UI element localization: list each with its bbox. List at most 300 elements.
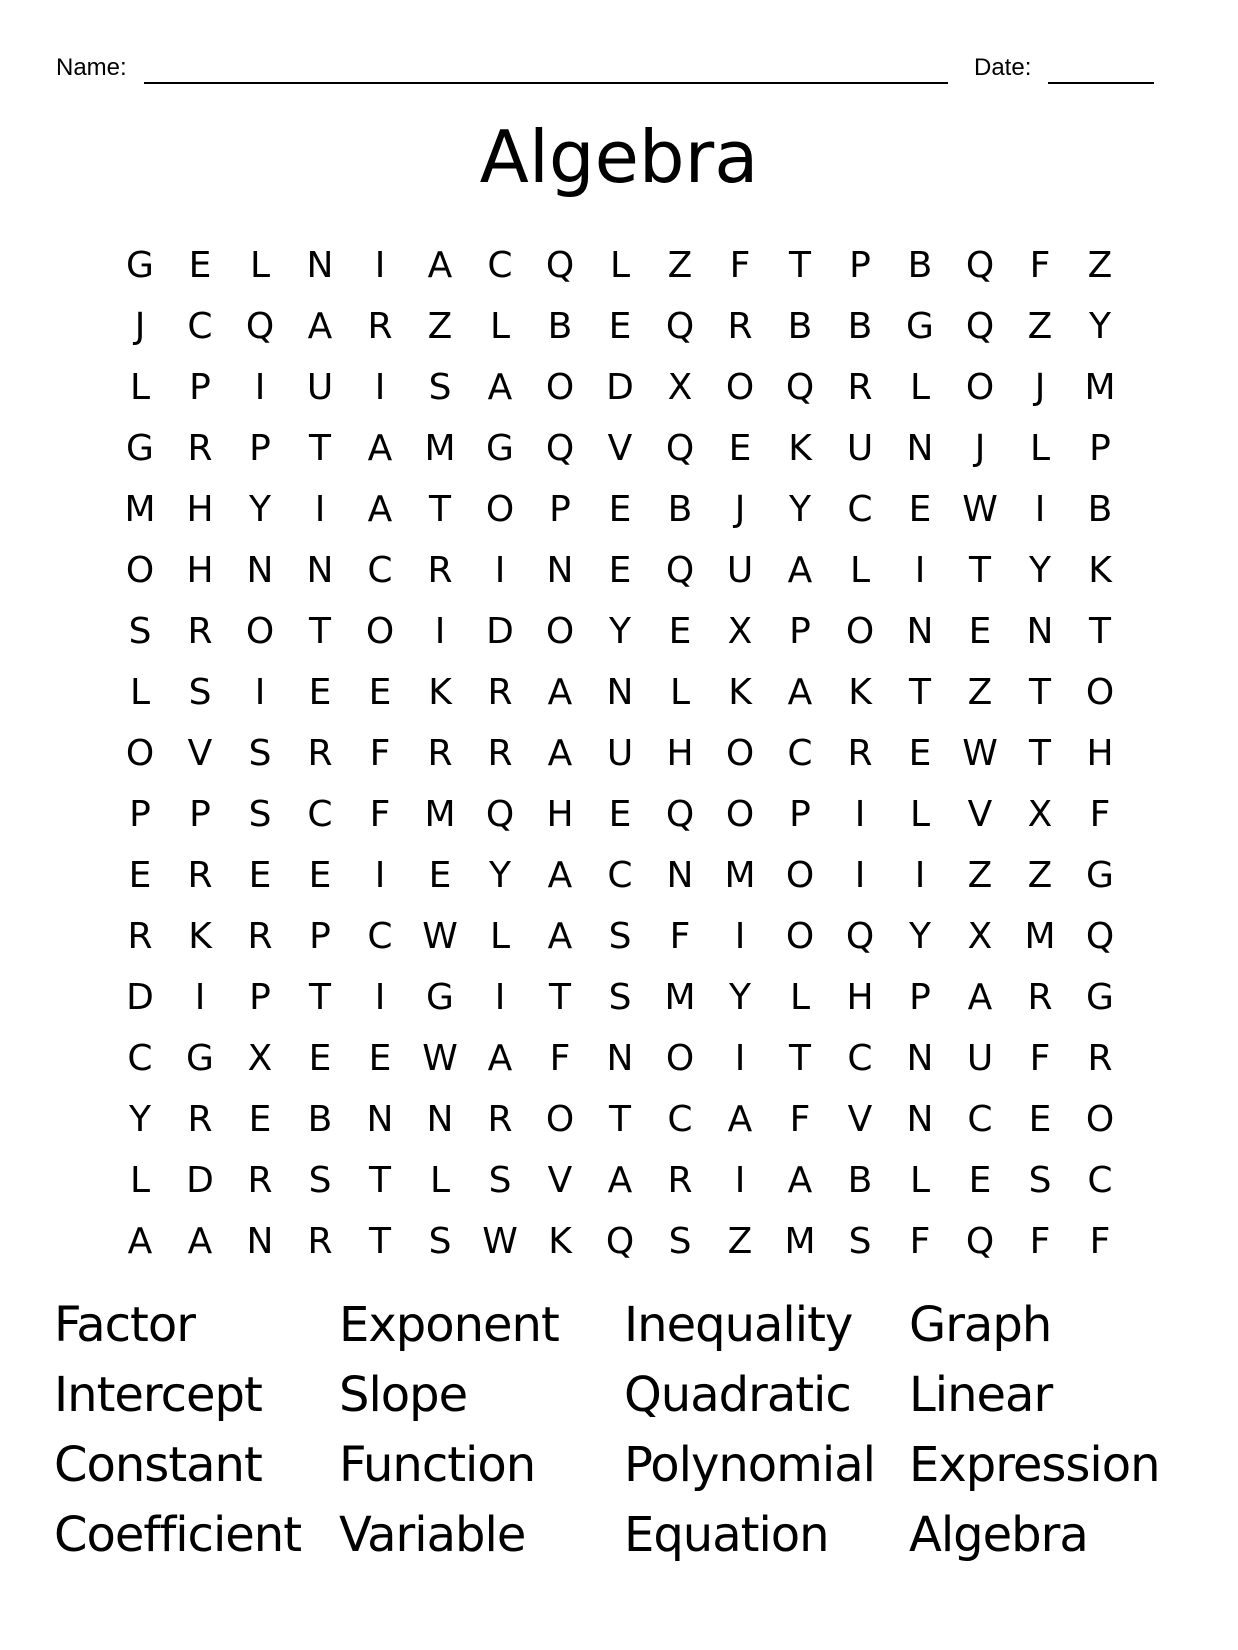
- grid-row: [110, 418, 1130, 479]
- grid-letter: L: [909, 794, 931, 835]
- grid-letter: I: [314, 489, 326, 530]
- grid-row: [110, 845, 1130, 906]
- grid-letter: P: [909, 977, 931, 1018]
- grid-letter: F: [1029, 1221, 1051, 1262]
- grid-letter: Z: [727, 1221, 753, 1262]
- grid-row: [110, 1089, 1130, 1150]
- grid-letter: Q: [545, 428, 575, 469]
- grid-letter: L: [429, 1160, 451, 1201]
- grid-letter: L: [849, 550, 871, 591]
- grid-letter: C: [847, 489, 873, 530]
- grid-letter: A: [727, 1099, 753, 1140]
- grid-letter: L: [489, 916, 511, 957]
- grid-row: [110, 235, 1130, 296]
- grid-letter: Q: [665, 428, 695, 469]
- grid-letter: Y: [789, 489, 811, 530]
- grid-letter: R: [247, 916, 273, 957]
- grid-letter: C: [127, 1038, 153, 1079]
- grid-letter: P: [309, 916, 331, 957]
- grid-row: [110, 1028, 1130, 1089]
- grid-letter: O: [725, 794, 755, 835]
- grid-letter: Z: [1027, 306, 1053, 347]
- grid-letter: O: [1085, 1099, 1115, 1140]
- grid-letter: A: [487, 367, 513, 408]
- grid-letter: S: [308, 1160, 332, 1201]
- grid-letter: I: [254, 672, 266, 713]
- grid-letter: Y: [1089, 306, 1111, 347]
- grid-letter: Q: [665, 794, 695, 835]
- grid-letter: L: [129, 1160, 151, 1201]
- word-list-item: Function: [339, 1437, 536, 1493]
- grid-letter: S: [1028, 1160, 1052, 1201]
- grid-letter: N: [306, 245, 334, 286]
- grid-letter: Q: [785, 367, 815, 408]
- grid-letter: K: [1088, 550, 1112, 591]
- grid-letter: E: [908, 733, 932, 774]
- grid-letter: C: [1087, 1160, 1113, 1201]
- grid-letter: Y: [729, 977, 751, 1018]
- grid-letter: W: [422, 1038, 458, 1079]
- grid-letter: G: [1086, 855, 1114, 896]
- grid-letter: R: [1087, 1038, 1113, 1079]
- grid-letter: J: [1034, 367, 1046, 408]
- letter-grid: [110, 235, 1130, 1272]
- grid-letter: I: [194, 977, 206, 1018]
- grid-letter: H: [846, 977, 874, 1018]
- grid-letter: I: [494, 977, 506, 1018]
- grid-letter: T: [909, 672, 931, 713]
- grid-letter: G: [1086, 977, 1114, 1018]
- grid-letter: Z: [1087, 245, 1113, 286]
- grid-letter: E: [188, 245, 212, 286]
- grid-letter: A: [427, 245, 453, 286]
- grid-letter: S: [428, 367, 452, 408]
- grid-letter: Z: [1027, 855, 1053, 896]
- grid-letter: L: [489, 306, 511, 347]
- grid-letter: T: [969, 550, 991, 591]
- grid-letter: F: [789, 1099, 811, 1140]
- grid-letter: R: [847, 367, 873, 408]
- grid-letter: N: [906, 1099, 934, 1140]
- grid-letter: O: [1085, 672, 1115, 713]
- grid-letter: L: [609, 245, 631, 286]
- word-list-item: Graph: [909, 1297, 1052, 1353]
- grid-letter: T: [369, 1160, 391, 1201]
- grid-letter: E: [908, 489, 932, 530]
- grid-letter: R: [847, 733, 873, 774]
- grid-letter: I: [914, 550, 926, 591]
- grid-letter: T: [789, 245, 811, 286]
- grid-row: [110, 296, 1130, 357]
- grid-letter: Y: [609, 611, 631, 652]
- grid-letter: O: [965, 367, 995, 408]
- grid-letter: Z: [667, 245, 693, 286]
- grid-letter: A: [547, 672, 573, 713]
- grid-letter: N: [666, 855, 694, 896]
- grid-letter: V: [847, 1099, 873, 1140]
- grid-row: [110, 662, 1130, 723]
- grid-letter: U: [846, 428, 874, 469]
- grid-letter: N: [546, 550, 574, 591]
- grid-letter: V: [547, 1160, 573, 1201]
- grid-letter: Q: [665, 306, 695, 347]
- grid-letter: Q: [1085, 916, 1115, 957]
- grid-row: [110, 601, 1130, 662]
- grid-letter: V: [187, 733, 213, 774]
- grid-letter: X: [1027, 794, 1053, 835]
- grid-letter: O: [545, 1099, 575, 1140]
- grid-letter: G: [906, 306, 934, 347]
- grid-letter: N: [1026, 611, 1054, 652]
- grid-letter: A: [787, 672, 813, 713]
- grid-letter: Q: [545, 245, 575, 286]
- grid-letter: B: [667, 489, 693, 530]
- grid-letter: I: [734, 1160, 746, 1201]
- grid-letter: A: [967, 977, 993, 1018]
- grid-letter: C: [787, 733, 813, 774]
- grid-letter: O: [485, 489, 515, 530]
- word-list-item: Variable: [339, 1507, 526, 1563]
- grid-letter: R: [487, 672, 513, 713]
- grid-letter: Y: [249, 489, 271, 530]
- grid-letter: K: [428, 672, 452, 713]
- grid-letter: G: [186, 1038, 214, 1079]
- grid-letter: J: [734, 489, 746, 530]
- grid-letter: A: [547, 855, 573, 896]
- grid-letter: P: [129, 794, 151, 835]
- grid-letter: C: [367, 916, 393, 957]
- grid-letter: P: [849, 245, 871, 286]
- grid-letter: S: [248, 733, 272, 774]
- grid-letter: A: [487, 1038, 513, 1079]
- grid-letter: F: [1029, 245, 1051, 286]
- grid-letter: H: [666, 733, 694, 774]
- grid-letter: N: [246, 550, 274, 591]
- grid-letter: B: [787, 306, 813, 347]
- grid-letter: E: [128, 855, 152, 896]
- grid-letter: U: [306, 367, 334, 408]
- grid-letter: L: [789, 977, 811, 1018]
- word-list-item: Inequality: [624, 1297, 853, 1353]
- grid-letter: G: [486, 428, 514, 469]
- word-list-item: Coefficient: [54, 1507, 302, 1563]
- grid-letter: N: [906, 611, 934, 652]
- grid-letter: N: [426, 1099, 454, 1140]
- grid-letter: P: [189, 367, 211, 408]
- grid-letter: G: [126, 245, 154, 286]
- grid-letter: M: [664, 977, 696, 1018]
- page-title: Algebra: [479, 115, 759, 199]
- grid-letter: R: [127, 916, 153, 957]
- grid-letter: D: [186, 1160, 214, 1201]
- grid-letter: R: [247, 1160, 273, 1201]
- grid-row: [110, 357, 1130, 418]
- grid-letter: O: [125, 550, 155, 591]
- grid-letter: A: [547, 733, 573, 774]
- grid-letter: P: [249, 428, 271, 469]
- grid-letter: I: [734, 1038, 746, 1079]
- grid-letter: Q: [965, 245, 995, 286]
- grid-row: [110, 723, 1130, 784]
- word-list-item: Expression: [909, 1437, 1160, 1493]
- grid-letter: Q: [845, 916, 875, 957]
- grid-letter: E: [608, 489, 632, 530]
- grid-letter: C: [847, 1038, 873, 1079]
- grid-letter: C: [487, 245, 513, 286]
- grid-letter: A: [127, 1221, 153, 1262]
- grid-letter: X: [247, 1038, 273, 1079]
- grid-letter: U: [606, 733, 634, 774]
- grid-letter: Y: [129, 1099, 151, 1140]
- grid-letter: R: [187, 428, 213, 469]
- grid-letter: I: [914, 855, 926, 896]
- grid-letter: B: [307, 1099, 333, 1140]
- grid-letter: L: [129, 367, 151, 408]
- grid-letter: R: [667, 1160, 693, 1201]
- grid-letter: X: [727, 611, 753, 652]
- grid-letter: F: [369, 733, 391, 774]
- grid-letter: A: [787, 1160, 813, 1201]
- grid-letter: T: [369, 1221, 391, 1262]
- grid-letter: D: [126, 977, 154, 1018]
- grid-letter: K: [188, 916, 212, 957]
- grid-letter: N: [906, 1038, 934, 1079]
- grid-row: [110, 479, 1130, 540]
- grid-letter: N: [246, 1221, 274, 1262]
- worksheet-header: [56, 48, 1166, 88]
- grid-letter: A: [367, 489, 393, 530]
- grid-letter: R: [427, 550, 453, 591]
- grid-letter: O: [725, 367, 755, 408]
- grid-letter: R: [727, 306, 753, 347]
- grid-letter: V: [967, 794, 993, 835]
- grid-letter: K: [548, 1221, 572, 1262]
- grid-letter: S: [488, 1160, 512, 1201]
- grid-letter: E: [968, 1160, 992, 1201]
- grid-letter: A: [307, 306, 333, 347]
- grid-letter: W: [962, 489, 998, 530]
- grid-letter: B: [847, 306, 873, 347]
- grid-letter: H: [546, 794, 574, 835]
- grid-letter: L: [909, 1160, 931, 1201]
- grid-letter: Y: [489, 855, 511, 896]
- grid-letter: O: [125, 733, 155, 774]
- grid-letter: T: [609, 1099, 631, 1140]
- grid-letter: C: [607, 855, 633, 896]
- grid-letter: N: [306, 550, 334, 591]
- grid-letter: B: [1087, 489, 1113, 530]
- grid-letter: Q: [245, 306, 275, 347]
- grid-letter: O: [845, 611, 875, 652]
- grid-letter: F: [729, 245, 751, 286]
- grid-letter: R: [187, 611, 213, 652]
- grid-letter: T: [1029, 733, 1051, 774]
- grid-letter: L: [669, 672, 691, 713]
- grid-letter: O: [545, 367, 575, 408]
- grid-row: [110, 967, 1130, 1028]
- grid-letter: E: [668, 611, 692, 652]
- grid-letter: R: [487, 1099, 513, 1140]
- grid-letter: P: [789, 794, 811, 835]
- grid-letter: K: [788, 428, 812, 469]
- grid-letter: F: [1029, 1038, 1051, 1079]
- grid-letter: T: [1029, 672, 1051, 713]
- grid-letter: Q: [965, 306, 995, 347]
- grid-letter: E: [368, 672, 392, 713]
- word-list-item: Equation: [624, 1507, 829, 1563]
- name-blank-line: [144, 82, 948, 84]
- grid-letter: B: [907, 245, 933, 286]
- grid-letter: L: [249, 245, 271, 286]
- grid-letter: Y: [909, 916, 931, 957]
- grid-letter: F: [909, 1221, 931, 1262]
- grid-letter: I: [374, 855, 386, 896]
- grid-letter: X: [667, 367, 693, 408]
- grid-letter: D: [606, 367, 634, 408]
- word-list-item: Quadratic: [624, 1367, 851, 1423]
- grid-letter: R: [187, 855, 213, 896]
- grid-letter: T: [789, 1038, 811, 1079]
- word-list-item: Polynomial: [624, 1437, 875, 1493]
- word-list-item: Linear: [909, 1367, 1053, 1423]
- grid-letter: C: [667, 1099, 693, 1140]
- grid-letter: A: [367, 428, 393, 469]
- grid-letter: A: [607, 1160, 633, 1201]
- grid-letter: M: [124, 489, 156, 530]
- grid-letter: E: [308, 855, 332, 896]
- word-list-item: Constant: [54, 1437, 262, 1493]
- grid-letter: R: [307, 733, 333, 774]
- grid-letter: N: [366, 1099, 394, 1140]
- grid-letter: C: [967, 1099, 993, 1140]
- grid-letter: O: [785, 916, 815, 957]
- word-list-item: Intercept: [54, 1367, 262, 1423]
- grid-row: [110, 1150, 1130, 1211]
- grid-letter: M: [1024, 916, 1056, 957]
- word-list-item: Exponent: [339, 1297, 559, 1353]
- word-list-item: Algebra: [909, 1507, 1088, 1563]
- grid-letter: E: [728, 428, 752, 469]
- grid-letter: J: [134, 306, 146, 347]
- grid-letter: R: [307, 1221, 333, 1262]
- grid-letter: H: [1086, 733, 1114, 774]
- grid-letter: S: [128, 611, 152, 652]
- grid-letter: T: [1089, 611, 1111, 652]
- grid-letter: S: [248, 794, 272, 835]
- grid-letter: O: [785, 855, 815, 896]
- grid-letter: E: [428, 855, 452, 896]
- grid-letter: M: [724, 855, 756, 896]
- grid-letter: C: [307, 794, 333, 835]
- grid-letter: P: [789, 611, 811, 652]
- grid-letter: M: [784, 1221, 816, 1262]
- grid-row: [110, 784, 1130, 845]
- grid-row: [110, 540, 1130, 601]
- grid-letter: X: [967, 916, 993, 957]
- grid-letter: I: [1034, 489, 1046, 530]
- grid-letter: W: [422, 916, 458, 957]
- grid-letter: R: [487, 733, 513, 774]
- grid-letter: Z: [967, 672, 993, 713]
- grid-letter: T: [309, 428, 331, 469]
- grid-letter: I: [734, 916, 746, 957]
- grid-letter: U: [726, 550, 754, 591]
- grid-letter: E: [608, 794, 632, 835]
- grid-letter: W: [962, 733, 998, 774]
- grid-letter: B: [547, 306, 573, 347]
- grid-letter: L: [1029, 428, 1051, 469]
- grid-letter: S: [668, 1221, 692, 1262]
- grid-letter: I: [494, 550, 506, 591]
- word-list-item: Factor: [54, 1297, 195, 1353]
- grid-letter: W: [482, 1221, 518, 1262]
- grid-letter: H: [186, 550, 214, 591]
- grid-letter: O: [365, 611, 395, 652]
- grid-letter: I: [854, 794, 866, 835]
- grid-letter: K: [728, 672, 752, 713]
- grid-letter: M: [424, 794, 456, 835]
- grid-letter: I: [434, 611, 446, 652]
- grid-letter: E: [608, 306, 632, 347]
- grid-letter: I: [374, 367, 386, 408]
- grid-letter: H: [186, 489, 214, 530]
- grid-letter: O: [725, 733, 755, 774]
- grid-letter: I: [374, 245, 386, 286]
- grid-letter: N: [906, 428, 934, 469]
- grid-letter: E: [308, 672, 332, 713]
- grid-letter: E: [308, 1038, 332, 1079]
- grid-letter: I: [374, 977, 386, 1018]
- grid-letter: P: [189, 794, 211, 835]
- grid-letter: F: [1089, 794, 1111, 835]
- grid-letter: P: [1089, 428, 1111, 469]
- grid-letter: O: [245, 611, 275, 652]
- grid-letter: Q: [965, 1221, 995, 1262]
- grid-letter: N: [606, 672, 634, 713]
- grid-letter: A: [787, 550, 813, 591]
- grid-letter: K: [848, 672, 872, 713]
- grid-letter: C: [187, 306, 213, 347]
- grid-letter: O: [665, 1038, 695, 1079]
- grid-letter: E: [368, 1038, 392, 1079]
- grid-letter: Y: [1029, 550, 1051, 591]
- date-label: Date:: [974, 54, 1032, 81]
- grid-letter: F: [1089, 1221, 1111, 1262]
- grid-letter: E: [608, 550, 632, 591]
- grid-letter: E: [968, 611, 992, 652]
- grid-letter: U: [966, 1038, 994, 1079]
- grid-letter: E: [248, 1099, 272, 1140]
- grid-letter: P: [249, 977, 271, 1018]
- grid-letter: R: [187, 1099, 213, 1140]
- grid-letter: L: [129, 672, 151, 713]
- grid-letter: F: [549, 1038, 571, 1079]
- date-blank-line: [1048, 82, 1154, 84]
- grid-letter: V: [607, 428, 633, 469]
- grid-letter: I: [854, 855, 866, 896]
- word-list-item: Slope: [339, 1367, 468, 1423]
- grid-letter: Z: [427, 306, 453, 347]
- grid-letter: I: [254, 367, 266, 408]
- grid-letter: S: [608, 977, 632, 1018]
- grid-letter: S: [428, 1221, 452, 1262]
- grid-row: [110, 1211, 1130, 1272]
- grid-letter: P: [549, 489, 571, 530]
- grid-letter: R: [427, 733, 453, 774]
- grid-letter: Q: [605, 1221, 635, 1262]
- grid-letter: T: [309, 977, 331, 1018]
- grid-letter: F: [669, 916, 691, 957]
